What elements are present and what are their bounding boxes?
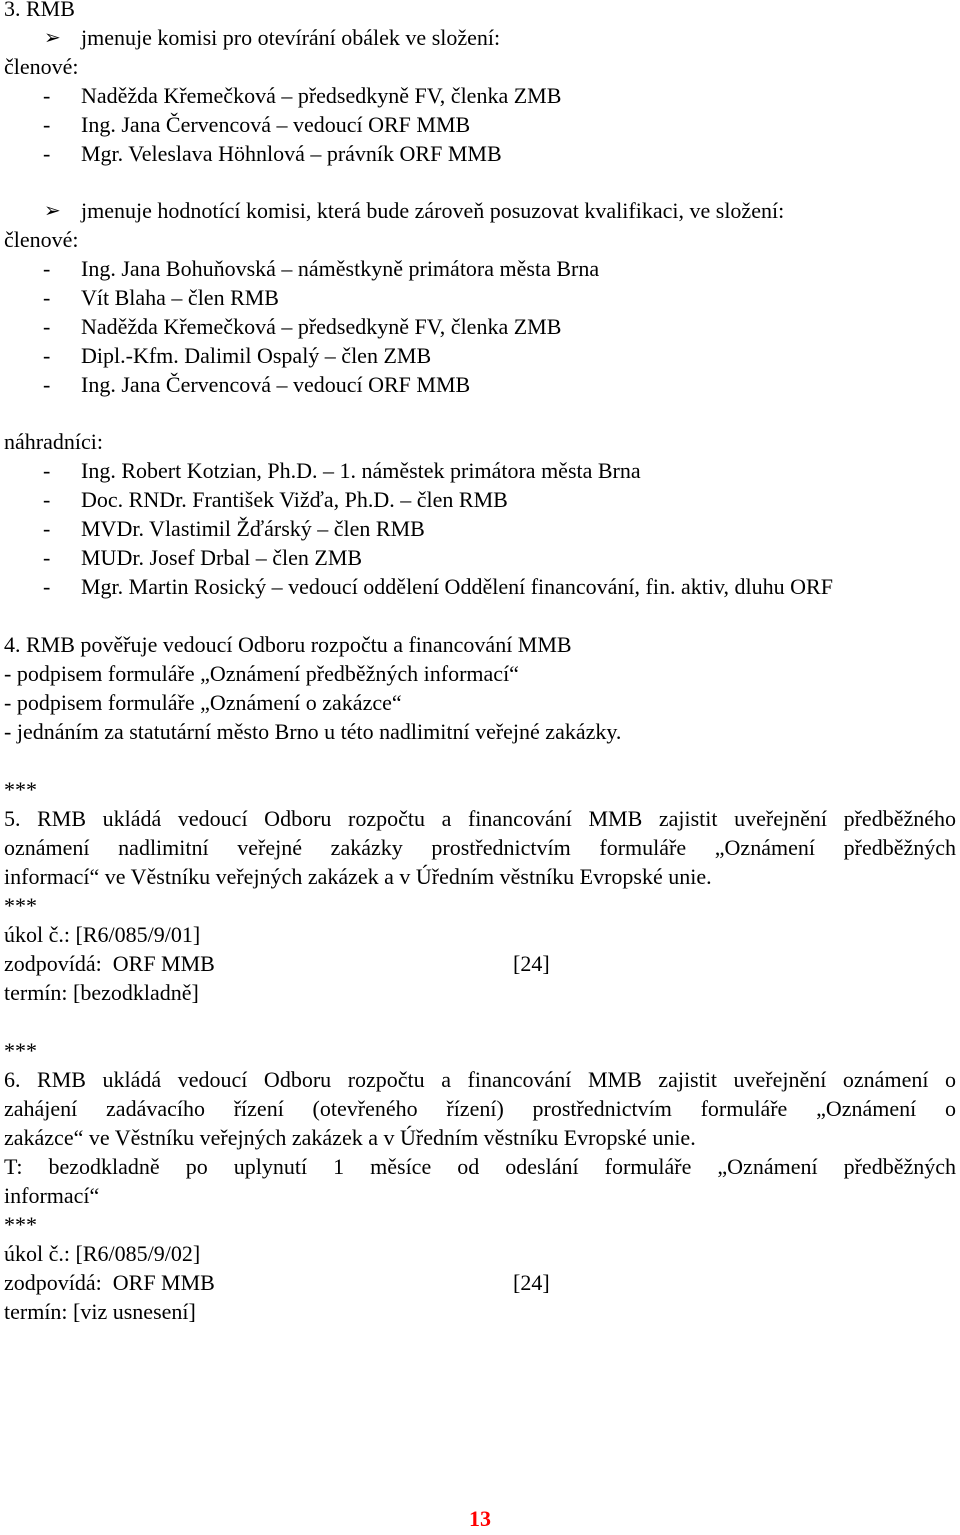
- task-deadline: termín: [bezodkladně]: [4, 980, 199, 1005]
- list-item: - Mgr. Veleslava Höhnlová – právník ORF MMB: [43, 141, 502, 166]
- list-item: - Naděžda Křemečková – předsedkyně FV, členka ZMB: [43, 83, 562, 108]
- list-item: - Ing. Jana Bohuňovská – náměstkyně primátora města Brna: [43, 256, 600, 281]
- list-item: - MUDr. Josef Drbal – člen ZMB: [43, 545, 363, 570]
- task-id: úkol č.: [R6/085/9/02]: [4, 1241, 201, 1266]
- section-6-line: T: bezodkladně po uplynutí 1 měsíce od odeslání formuláře „Oznámení předběžných: [4, 1154, 956, 1179]
- list-item: - Naděžda Křemečková – předsedkyně FV, členka ZMB: [43, 314, 562, 339]
- task-number: [24]: [513, 1270, 550, 1295]
- bullet-text: jmenuje komisi pro otevírání obálek ve složení:: [81, 25, 501, 50]
- section-6-line: zahájení zadávacího řízení (otevřeného řízení) prostřednictvím formuláře „Oznámení o: [4, 1096, 956, 1121]
- list-item: [4, 197, 956, 225]
- section-4-line: - podpisem formuláře „Oznámení o zakázce“: [4, 690, 402, 715]
- list-item: [4, 24, 956, 52]
- section-6-line: 6. RMB ukládá vedoucí Odboru rozpočtu a financování MMB zajistit uveřejnění oznámení o: [4, 1067, 956, 1092]
- list-item: - Mgr. Martin Rosický – vedoucí oddělení Oddělení financování, fin. aktiv, dluhu ORF: [43, 574, 833, 599]
- section-4-line: 4. RMB pověřuje vedoucí Odboru rozpočtu a financování MMB: [4, 632, 572, 657]
- page-number: 13: [469, 1506, 491, 1531]
- members-label: členové:: [4, 54, 79, 79]
- section-6-line: zakázce“ ve Věstníku veřejných zakázek a v Úředním věstníku Evropské unie.: [4, 1125, 696, 1150]
- list-item: - Dipl.-Kfm. Dalimil Ospalý – člen ZMB: [43, 343, 432, 368]
- section-3-heading: 3. RMB: [4, 0, 75, 21]
- list-item: - Ing. Jana Červencová – vedoucí ORF MMB: [43, 372, 471, 397]
- bullet-text: jmenuje hodnotící komisi, která bude zároveň posuzovat kvalifikaci, ve složení:: [81, 198, 785, 223]
- section-4-line: - podpisem formuláře „Oznámení předběžných informací“: [4, 661, 519, 686]
- task-responsible: zodpovídá: ORF MMB [24]: [4, 1270, 550, 1295]
- separator: ***: [4, 777, 37, 802]
- list-item: - Ing. Robert Kotzian, Ph.D. – 1. náměstek primátora města Brna: [43, 458, 641, 483]
- section-6-line: informací“: [4, 1183, 100, 1208]
- separator: ***: [4, 893, 37, 918]
- substitutes-label: náhradníci:: [4, 429, 103, 454]
- section-5-line: oznámení nadlimitní veřejné zakázky prostřednictvím formuláře „Oznámení předběžných: [4, 835, 956, 860]
- list-item: - Doc. RNDr. František Vižďa, Ph.D. – člen RMB: [43, 487, 508, 512]
- task-deadline: termín: [viz usnesení]: [4, 1299, 196, 1324]
- section-5-line: 5. RMB ukládá vedoucí Odboru rozpočtu a financování MMB zajistit uveřejnění předběžného: [4, 806, 956, 831]
- arrowhead-bullet-icon: ➢: [44, 27, 61, 49]
- task-id: úkol č.: [R6/085/9/01]: [4, 922, 201, 947]
- arrowhead-bullet-icon: ➢: [44, 200, 61, 222]
- list-item: - Vít Blaha – člen RMB: [43, 285, 279, 310]
- task-number: [24]: [513, 951, 550, 976]
- task-responsible: zodpovídá: ORF MMB [24]: [4, 951, 550, 976]
- section-5-line: informací“ ve Věstníku veřejných zakázek a v Úředním věstníku Evropské unie.: [4, 864, 712, 889]
- list-item: - Ing. Jana Červencová – vedoucí ORF MMB: [43, 112, 471, 137]
- members-label: členové:: [4, 227, 79, 252]
- list-item: - MVDr. Vlastimil Žďárský – člen RMB: [43, 516, 425, 541]
- section-4-line: - jednáním za statutární město Brno u této nadlimitní veřejné zakázky.: [4, 719, 622, 744]
- separator: ***: [4, 1212, 37, 1237]
- separator: ***: [4, 1038, 37, 1063]
